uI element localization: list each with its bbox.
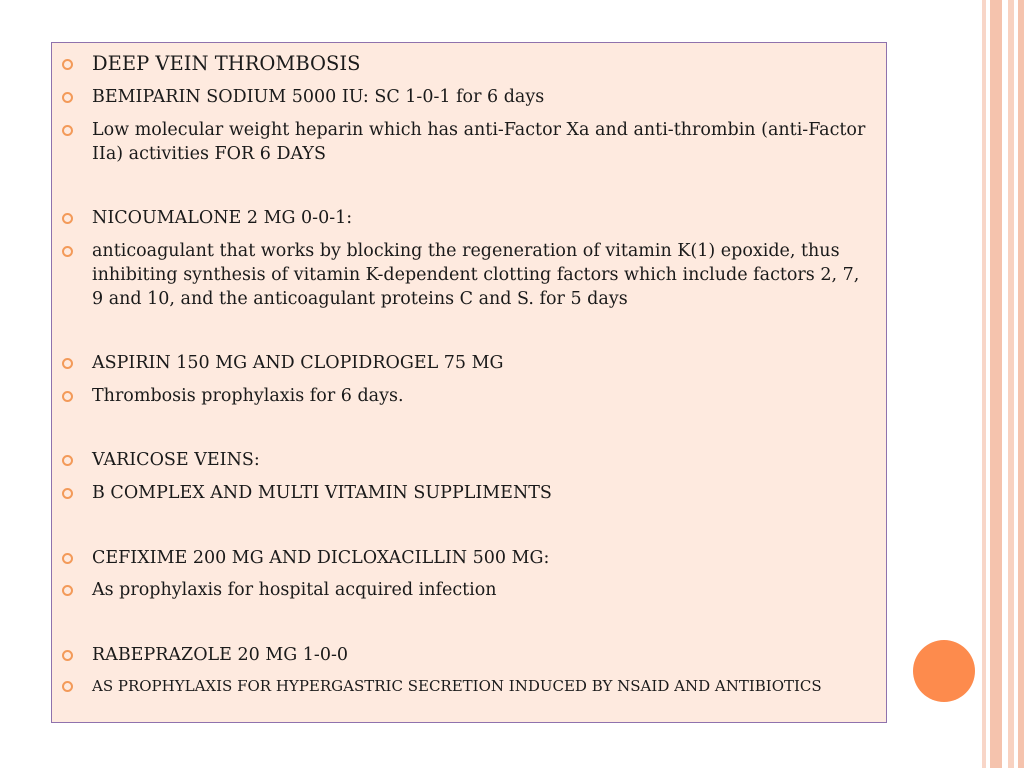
bullet-icon [62,92,73,103]
bullet-icon [62,650,73,661]
stripe [982,0,986,768]
bullet-icon [62,213,73,224]
decorative-circle [913,640,975,702]
bullet-icon [62,455,73,466]
content-panel [51,42,887,723]
bullet-icon [62,585,73,596]
item-text: CEFIXIME 200 MG AND DICLOXACILLIN 500 MG: [92,548,550,568]
stripe [1008,0,1014,768]
item-text: AS PROPHYLAXIS FOR HYPERGASTRIC SECRETION INDUCED BY NSAID AND ANTIBIOTICS [92,677,822,695]
bullet-icon [62,246,73,257]
item-text: Thrombosis prophylaxis for 6 days. [92,386,404,406]
bullet-icon [62,553,73,564]
item-text: anticoagulant that works by blocking the regeneration of vitamin K(1) epoxide, thus inhibiting synthesis of vitamin K-dependent clotting factors which include factors 2, 7, 9 and 10, and the anticoagulant proteins C and S. for 5 days [92,241,860,309]
item-text: Low molecular weight heparin which has anti-Factor Xa and anti-thrombin (anti-Factor IIa) activities FOR 6 DAYS [92,120,866,164]
item-text: RABEPRAZOLE 20 MG 1-0-0 [92,645,349,665]
bullet-icon [62,59,73,70]
decorative-stripes [976,0,1024,768]
bullet-icon [62,488,73,499]
stripe [1018,0,1024,768]
item-text: ASPIRIN 150 MG AND CLOPIDROGEL 75 MG [92,353,504,373]
stripe [990,0,1002,768]
item-text: VARICOSE VEINS: [92,450,260,470]
bullet-icon [62,125,73,136]
bullet-icon [62,358,73,369]
item-text: As prophylaxis for hospital acquired infection [92,580,497,600]
item-text: DEEP VEIN THROMBOSIS [92,52,361,75]
bullet-icon [62,391,73,402]
item-text: BEMIPARIN SODIUM 5000 IU: SC 1-0-1 for 6 days [92,87,545,107]
item-text: NICOUMALONE 2 MG 0-0-1: [92,208,353,228]
bullet-icon [62,681,73,692]
item-text: B COMPLEX AND MULTI VITAMIN SUPPLIMENTS [92,483,552,503]
